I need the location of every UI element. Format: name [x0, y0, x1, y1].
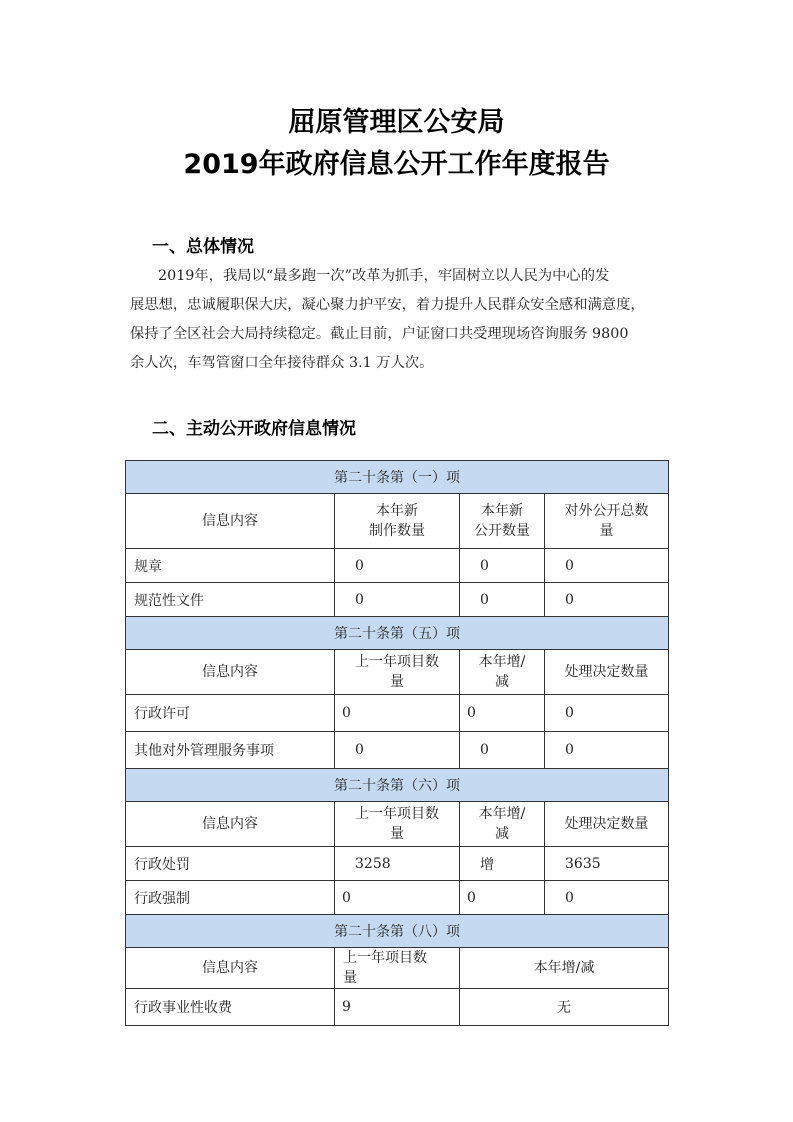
header-decision-count: 处理决定数量: [545, 650, 669, 695]
cell-value: 9: [335, 989, 460, 1026]
row-label: 行政事业性收费: [126, 989, 335, 1026]
header-prev-year-count: 上一年项目数 量: [335, 650, 460, 695]
header-prev-year-count: 上一年项目数 量: [335, 948, 460, 989]
header-change: 本年增/ 减: [460, 650, 545, 695]
paragraph-line: 保持了全区社会大局持续稳定。截止目前，户证窗口共受理现场咨询服务 9800: [130, 326, 629, 342]
row-label: 行政强制: [126, 881, 335, 915]
cell-value: 0: [460, 881, 545, 915]
header-prev-year-count: 上一年项目数 量: [335, 802, 460, 847]
header-info-content: 信息内容: [126, 948, 335, 989]
cell-value: 3635: [545, 847, 669, 881]
section-title-article20-8: 第二十条第（八）项: [126, 915, 669, 948]
row-label: 行政处罚: [126, 847, 335, 881]
cell-value: 0: [335, 583, 460, 617]
row-label: 规章: [126, 549, 335, 583]
header-change: 本年增/ 减: [460, 802, 545, 847]
header-new-published: 本年新 公开数量: [460, 494, 545, 549]
header-change: 本年增/减: [460, 948, 669, 989]
cell-value: 0: [545, 881, 669, 915]
cell-value: 0: [545, 583, 669, 617]
cell-value: 增: [460, 847, 545, 881]
cell-value: 0: [335, 549, 460, 583]
cell-value: 0: [545, 549, 669, 583]
report-title-line2: 2019年政府信息公开工作年度报告: [183, 149, 610, 180]
header-info-content: 信息内容: [126, 802, 335, 847]
row-label: 行政许可: [126, 695, 335, 732]
cell-value: 0: [335, 881, 460, 915]
paragraph-line: 余人次，车驾管窗口全年接待群众 3.1 万人次。: [130, 355, 434, 371]
header-decision-count: 处理决定数量: [545, 802, 669, 847]
cell-value: 0: [545, 732, 669, 769]
row-label: 规范性文件: [126, 583, 335, 617]
cell-value: 0: [460, 583, 545, 617]
cell-value: 无: [460, 989, 669, 1026]
paragraph-line: 展思想，忠诚履职保大庆，凝心聚力护平安，着力提升人民群众安全感和满意度，: [130, 297, 645, 313]
cell-value: 3258: [335, 847, 460, 881]
header-info-content: 信息内容: [126, 494, 335, 549]
cell-value: 0: [460, 732, 545, 769]
cell-value: 0: [335, 732, 460, 769]
report-title-line1: 屈原管理区公安局: [288, 107, 505, 138]
cell-value: 0: [460, 695, 545, 732]
section-title-article20-5: 第二十条第（五）项: [126, 617, 669, 650]
header-info-content: 信息内容: [126, 650, 335, 695]
disclosure-table: [125, 460, 669, 1026]
overview-paragraph: [130, 262, 675, 378]
header-total-published: 对外公开总数 量: [545, 494, 669, 549]
row-label: 其他对外管理服务事项: [126, 732, 335, 769]
section-title-article20-6: 第二十条第（六）项: [126, 769, 669, 802]
cell-value: 0: [335, 695, 460, 732]
section-title-article20-1: 第二十条第（一）项: [126, 461, 669, 494]
section-heading-overview: 一、总体情况: [152, 237, 254, 257]
paragraph-line: 2019年，我局以“最多跑一次”改革为抓手，牢固树立以人民为中心的发: [158, 268, 610, 284]
header-new-made: 本年新 制作数量: [335, 494, 460, 549]
cell-value: 0: [545, 695, 669, 732]
cell-value: 0: [460, 549, 545, 583]
section-heading-disclosure: 二、主动公开政府信息情况: [152, 419, 356, 439]
